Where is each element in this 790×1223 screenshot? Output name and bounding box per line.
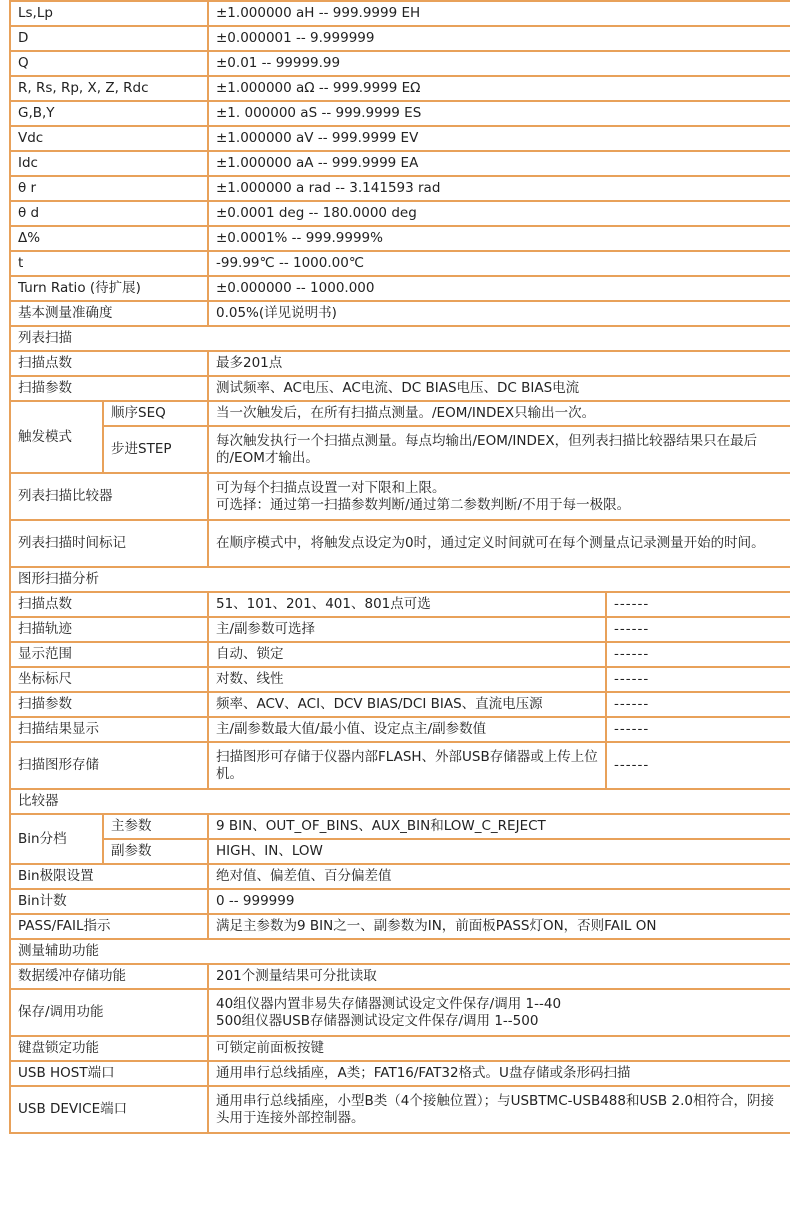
value-line: 可为每个扫描点设置一对下限和上限。: [216, 479, 446, 496]
param-value: ±0.000000 -- 1000.000: [208, 276, 790, 301]
param-label: 列表扫描时间标记: [10, 520, 208, 567]
param-label: 基本测量准确度: [10, 301, 208, 326]
param-label: Q: [10, 51, 208, 76]
param-label: R, Rs, Rp, X, Z, Rdc: [10, 76, 208, 101]
table-row: [10, 914, 790, 939]
param-value: [208, 473, 790, 520]
param-value: 51、101、201、401、801点可选: [208, 592, 606, 617]
param-label: Vdc: [10, 126, 208, 151]
param-value: 201个测量结果可分批读取: [208, 964, 790, 989]
table-row: [10, 839, 790, 864]
param-label: 键盘锁定功能: [10, 1036, 208, 1061]
table-row: [10, 426, 790, 473]
section-header-row: [10, 789, 790, 814]
value-line: 可选择：通过第一扫描参数判断/通过第二参数判断/不用于每一极限。: [216, 496, 631, 513]
param-extra: ------: [606, 642, 790, 667]
table-row: [10, 126, 790, 151]
param-value: 满足主参数为9 BIN之一、副参数为IN，前面板PASS灯ON，否则FAIL ON: [208, 914, 790, 939]
table-row: [10, 51, 790, 76]
table-row: [10, 376, 790, 401]
section-header-row: [10, 567, 790, 592]
param-value: 最多201点: [208, 351, 790, 376]
param-label: Idc: [10, 151, 208, 176]
param-label: 扫描点数: [10, 592, 208, 617]
param-label: Turn Ratio (待扩展): [10, 276, 208, 301]
trigger-mode-label: 触发模式: [10, 401, 103, 473]
table-row: [10, 301, 790, 326]
spec-table: [9, 0, 790, 1134]
param-label: θ d: [10, 201, 208, 226]
param-label: 扫描参数: [10, 376, 208, 401]
param-extra: ------: [606, 617, 790, 642]
table-row: [10, 617, 790, 642]
param-value: ±1.000000 aA -- 999.9999 EA: [208, 151, 790, 176]
param-value: 扫描图形可存储于仪器内部FLASH、外部USB存储器或上传上位机。: [208, 742, 606, 789]
table-row: [10, 151, 790, 176]
param-label: G,B,Y: [10, 101, 208, 126]
section-header-aux: 测量辅助功能: [10, 939, 790, 964]
param-value: 对数、线性: [208, 667, 606, 692]
param-label: 扫描图形存储: [10, 742, 208, 789]
param-value: 通用串行总线插座，A类；FAT16/FAT32格式。U盘存储或条形码扫描: [208, 1061, 790, 1086]
section-header-comparator: 比较器: [10, 789, 790, 814]
table-row: [10, 276, 790, 301]
table-row: [10, 592, 790, 617]
param-extra: ------: [606, 592, 790, 617]
param-sublabel: 主参数: [103, 814, 208, 839]
table-row: [10, 864, 790, 889]
table-row: [10, 101, 790, 126]
param-label: 显示范围: [10, 642, 208, 667]
param-label: 坐标标尺: [10, 667, 208, 692]
param-label: USB HOST端口: [10, 1061, 208, 1086]
param-label: 保存/调用功能: [10, 989, 208, 1036]
param-value: ±1.000000 a rad -- 3.141593 rad: [208, 176, 790, 201]
table-row: [10, 1036, 790, 1061]
param-label: Bin计数: [10, 889, 208, 914]
table-row: [10, 351, 790, 376]
section-header-row: [10, 326, 790, 351]
param-value: 测试频率、AC电压、AC电流、DC BIAS电压、DC BIAS电流: [208, 376, 790, 401]
section-header-graph-sweep: 图形扫描分析: [10, 567, 790, 592]
value-line: 500组仪器USB存储器测试设定文件保存/调用 1--500: [216, 1012, 539, 1029]
param-sublabel: 步进STEP: [103, 426, 208, 473]
bin-sort-label: Bin分档: [10, 814, 103, 864]
param-label: 列表扫描比较器: [10, 473, 208, 520]
param-sublabel: 顺序SEQ: [103, 401, 208, 426]
table-row: [10, 520, 790, 567]
param-value: ±0.0001 deg -- 180.0000 deg: [208, 201, 790, 226]
param-value: 在顺序模式中，将触发点设定为0时，通过定义时间就可在每个测量点记录测量开始的时间。: [208, 520, 790, 567]
param-value: 可锁定前面板按键: [208, 1036, 790, 1061]
table-row: [10, 26, 790, 51]
param-extra: ------: [606, 667, 790, 692]
table-row: [10, 742, 790, 789]
table-row: [10, 889, 790, 914]
table-row: [10, 251, 790, 276]
param-label: Δ%: [10, 226, 208, 251]
param-value: ±0.01 -- 99999.99: [208, 51, 790, 76]
param-value: 主/副参数最大值/最小值、设定点主/副参数值: [208, 717, 606, 742]
param-value: ±1. 000000 aS -- 999.9999 ES: [208, 101, 790, 126]
param-extra: ------: [606, 742, 790, 789]
param-label: USB DEVICE端口: [10, 1086, 208, 1133]
table-row: [10, 473, 790, 520]
param-label: PASS/FAIL指示: [10, 914, 208, 939]
param-label: 扫描轨迹: [10, 617, 208, 642]
table-row: [10, 1086, 790, 1133]
param-value: 主/副参数可选择: [208, 617, 606, 642]
param-value: ±1.000000 aΩ -- 999.9999 EΩ: [208, 76, 790, 101]
param-value: -99.99℃ -- 1000.00℃: [208, 251, 790, 276]
table-row: [10, 642, 790, 667]
value-line: 40组仪器内置非易失存储器测试设定文件保存/调用 1--40: [216, 995, 562, 1012]
param-value: 0 -- 999999: [208, 889, 790, 914]
param-value: 每次触发执行一个扫描点测量。每点均输出/EOM/INDEX，但列表扫描比较器结果只在最后的/EOM才输出。: [208, 426, 790, 473]
param-value: 通用串行总线插座，小型B类（4个接触位置）；与USBTMC-USB488和USB 2.0相符合，阴接头用于连接外部控制器。: [208, 1086, 790, 1133]
table-row: [10, 692, 790, 717]
param-label: Bin极限设置: [10, 864, 208, 889]
param-value: 频率、ACV、ACI、DCV BIAS/DCI BIAS、直流电压源: [208, 692, 606, 717]
section-header-row: [10, 939, 790, 964]
param-sublabel: 副参数: [103, 839, 208, 864]
table-row: [10, 717, 790, 742]
param-value: ±1.000000 aH -- 999.9999 EH: [208, 1, 790, 26]
table-row: [10, 76, 790, 101]
param-label: 扫描结果显示: [10, 717, 208, 742]
param-label: Ls,Lp: [10, 1, 208, 26]
param-label: D: [10, 26, 208, 51]
param-extra: ------: [606, 717, 790, 742]
param-label: θ r: [10, 176, 208, 201]
section-header-list-sweep: 列表扫描: [10, 326, 790, 351]
param-value: ±0.000001 -- 9.999999: [208, 26, 790, 51]
table-row: [10, 176, 790, 201]
param-value: 自动、锁定: [208, 642, 606, 667]
param-label: t: [10, 251, 208, 276]
table-row: [10, 401, 790, 426]
table-row: [10, 226, 790, 251]
param-value: [208, 989, 790, 1036]
param-label: 扫描点数: [10, 351, 208, 376]
table-row: [10, 1061, 790, 1086]
param-value: ±1.000000 aV -- 999.9999 EV: [208, 126, 790, 151]
param-extra: ------: [606, 692, 790, 717]
param-value: ±0.0001% -- 999.9999%: [208, 226, 790, 251]
param-value: 绝对值、偏差值、百分偏差值: [208, 864, 790, 889]
table-row: [10, 667, 790, 692]
param-value: 当一次触发后，在所有扫描点测量。/EOM/INDEX只输出一次。: [208, 401, 790, 426]
param-value: 9 BIN、OUT_OF_BINS、AUX_BIN和LOW_C_REJECT: [208, 814, 790, 839]
table-row: [10, 1, 790, 26]
param-value: 0.05%(详见说明书): [208, 301, 790, 326]
param-value: HIGH、IN、LOW: [208, 839, 790, 864]
table-row: [10, 964, 790, 989]
param-label: 扫描参数: [10, 692, 208, 717]
table-row: [10, 201, 790, 226]
table-row: [10, 814, 790, 839]
table-row: [10, 989, 790, 1036]
param-label: 数据缓冲存储功能: [10, 964, 208, 989]
